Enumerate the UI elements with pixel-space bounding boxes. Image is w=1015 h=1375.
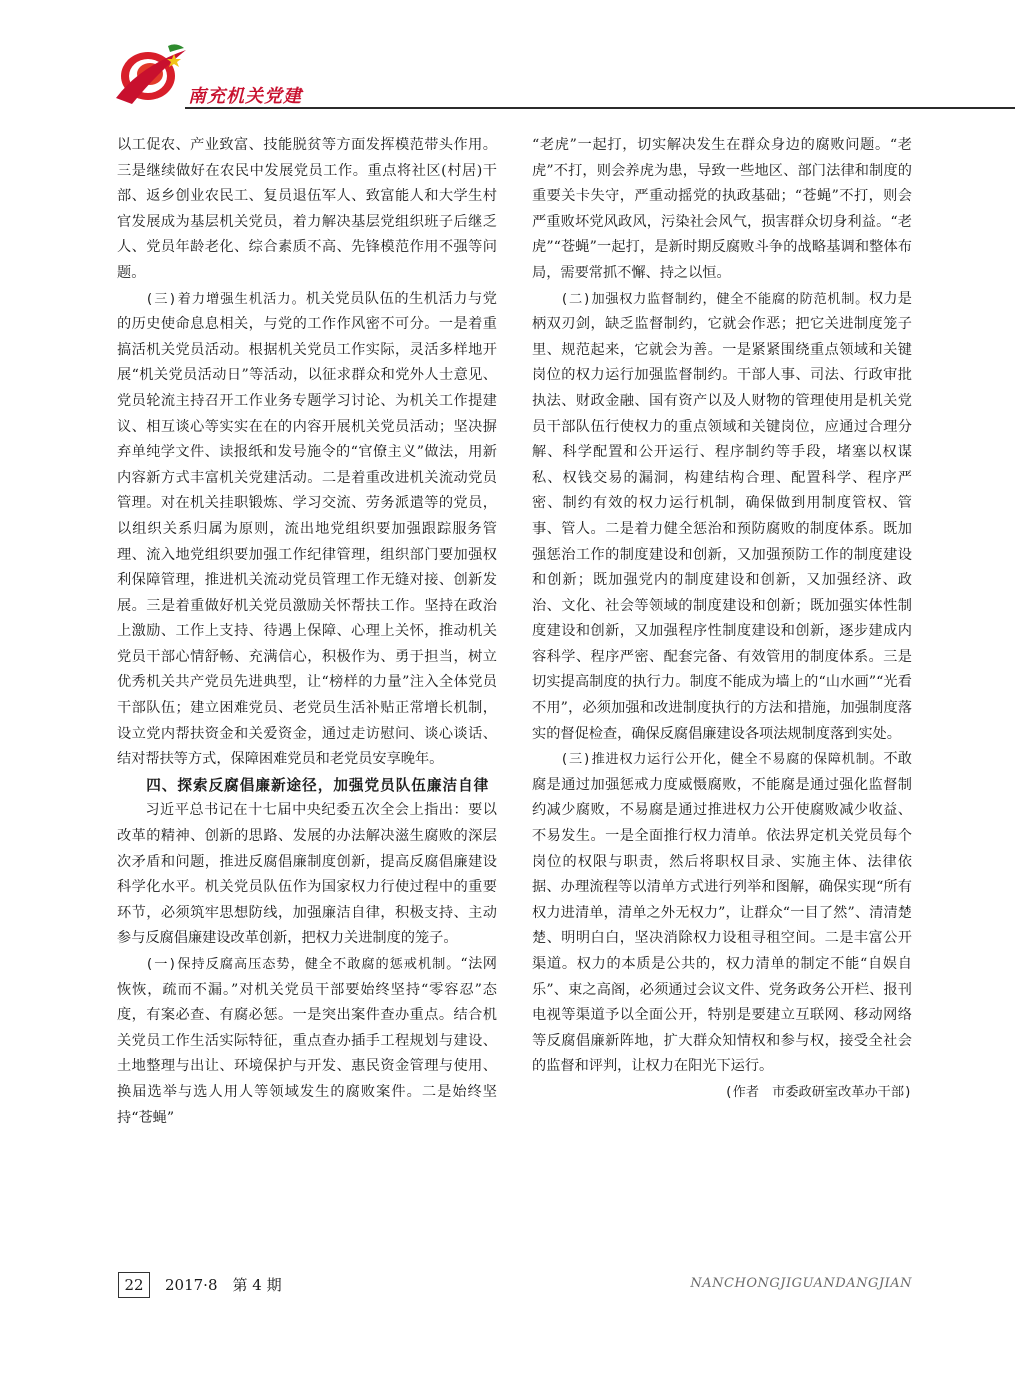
paragraph-text: “老虎”一起打，切实解决发生在群众身边的腐败问题。“老虎”不打，则会养虎为患，导致一些地区、部门法律和制度的重要关卡失守，严重动摇党的执政基础；“苍蝇”不打，则会严重败坏党风政风，污染社会风气，损害群众切身利益。“老虎”“苍蝇”一起打，是新时期反腐败斗争的战略基调和整体布局，需要常抓不懈、持之以恒。: [532, 137, 912, 281]
left-column: [117, 133, 497, 1131]
magazine-title: 南充机关党建: [188, 86, 302, 107]
body-paragraph: [117, 798, 497, 952]
subsection-heading: (三)着力增强生机活力。: [145, 291, 306, 307]
paragraph-text: “法网恢恢，疏而不漏。”对机关党员干部要始终坚持“零容忍”态度，有案必查、有腐必惩。一是突出案件查办重点。结合机关党员工作生活实际特征，重点查办插手工程规划与建设、土地整理与出让、环境保护与开发、惠民资金管理与使用、换届选举与选人用人等领域发生的腐败案件。二是始终坚持“苍蝇”: [117, 956, 497, 1126]
paragraph-text: 权力是柄双刃剑，缺乏监督制约，它就会作恶；把它关进制度笼子里、规范起来，它就会为善。一是紧紧围绕重点领域和关键岗位的权力运行加强监督制约。干部人事、司法、行政审批执法、财政金融、国有资产以及人财物的管理使用是机关党员干部队伍行使权力的重点领域和关键岗位，应通过合理分解、科学配置和公开运行、程序制约等手段，堵塞以权谋私、权钱交易的漏洞，构建结构合理、配置科学、程序严密、制约有效的权力运行机制，确保做到用制度管权、管事、管人。二是着力健全惩治和预防腐败的制度体系。既加强惩治工作的制度建设和创新，又加强预防工作的制度建设和创新；既加强党内的制度建设和创新，又加强经济、政治、文化、社会等领域的制度建设和创新；既加强实体性制度建设和创新，又加强程序性制度建设和创新，逐步建成内容科学、程序严密、配套完备、有效管用的制度体系。三是切实提高制度的执行力。制度不能成为墙上的“山水画”“光看不用”，必须加强和改进制度执行的方法和措施，加强制度落实的督促检查，确保反腐倡廉建设各项法规制度落到实处。: [532, 290, 912, 742]
subsection-heading: (二)加强权力监督制约，健全不能腐的防范机制。: [560, 291, 870, 307]
page-number: 22: [118, 1272, 150, 1298]
body-paragraph: [117, 133, 497, 287]
section-heading: 四、探索反腐倡廉新途径，加强党员队伍廉洁自律: [146, 776, 490, 794]
paragraph-text: 不敢腐是通过加强惩戒力度威慑腐败，不能腐是通过强化监督制约减少腐败，不易腐是通过推进权力公开使腐败减少收益、不易发生。一是全面推行权力清单。依法界定机关党员每个岗位的权限与职责，然后将职权目录、实施主体、法律依据、办理流程等以清单方式进行列举和图解，确保实现“所有权力进清单，清单之外无权力”，让群众“一目了然”、清清楚楚、明明白白，坚决消除权力设租寻租空间。二是丰富公开渠道。权力的本质是公共的，权力清单的制定不能“自娱自乐”、束之高阁，必须通过会议文件、党务政务公开栏、报刊电视等渠道予以全面公开，特别是要建立互联网、移动网络等反腐倡廉新阵地，扩大群众知情权和参与权，接受全社会的监督和评判，让权力在阳光下运行。: [532, 751, 912, 1075]
paragraph-text: 习近平总书记在十七届中央纪委五次全会上指出：要以改革的精神、创新的思路、发展的办法解决滋生腐败的深层次矛盾和问题，推进反腐倡廉制度创新，提高反腐倡廉建设科学化水平。机关党员队伍作为国家权力行使过程中的重要环节，必须筑牢思想防线，加强廉洁自律，积极支持、主动参与反腐倡廉建设改革创新，把权力关进制度的笼子。: [117, 802, 497, 947]
paragraph-text: 机关党员队伍的生机活力与党的历史使命息息相关，与党的工作作风密不可分。一是着重搞活机关党员活动。根据机关党员工作实际，灵活多样地开展“机关党员活动日”等活动，以征求群众和党外人士意见、党员轮流主持召开工作业务专题学习讨论、为机关工作提建议、相互谈心等实实在在的内容开展机关党员活动；坚决摒弃单纯学文件、读报纸和发号施令的“官僚主义”做法，用新内容新方式丰富机关党建活动。二是着重改进机关流动党员管理。对在机关挂职锻炼、学习交流、劳务派遣等的党员，以组织关系归属为原则，流出地党组织要加强跟踪服务管理、流入地党组织要加强工作纪律管理，组织部门要加强权利保障管理，推进机关流动党员管理工作无缝对接、创新发展。三是着重做好机关党员激励关怀帮扶工作。坚持在政治上激励、工作上支持、待遇上保障、心理上关怀，推动机关党员干部心情舒畅、充满信心，积极作为、勇于担当，树立优秀机关共产党员先进典型，让“榜样的力量”注入全体党员干部队伍；建立困难党员、老党员生活补贴正常增长机制，设立党内帮扶资金和关爱资金，通过走访慰问、谈心谈话、结对帮扶等方式，保障困难党员和老党员安享晚年。: [117, 290, 497, 768]
body-paragraph: [532, 133, 912, 287]
subsection-heading: (三)推进权力运行公开化，健全不易腐的保障机制。: [560, 752, 884, 768]
magazine-logo-icon: [110, 38, 190, 108]
body-paragraph: [532, 287, 912, 748]
page-header: [0, 0, 1015, 120]
page-footer: [0, 1272, 1015, 1312]
paragraph-text: 以工促农、产业致富、技能脱贫等方面发挥模范带头作用。三是继续做好在农民中发展党员工作。重点将社区(村居)干部、返乡创业农民工、复员退伍军人、致富能人和大学生村官发展成为基层机关党员，着力解决基层党组织班子后继乏人、党员年龄老化、综合素质不高、先锋模范作用不强等问题。: [117, 137, 497, 281]
body-paragraph: [117, 287, 497, 773]
header-rule: [185, 107, 1015, 109]
body-paragraph: [532, 747, 912, 1080]
right-column: [532, 133, 912, 1106]
issue-label: 2017·8 第 4 期: [165, 1276, 282, 1294]
author-note: (作者 市委政研室改革办干部): [724, 1084, 912, 1100]
subsection-heading: (一)保持反腐高压态势，健全不敢腐的惩戒机制。: [145, 957, 461, 972]
body-paragraph: [117, 952, 497, 1131]
footer-brand: NANCHONGJIGUANDANGJIAN: [690, 1276, 912, 1291]
